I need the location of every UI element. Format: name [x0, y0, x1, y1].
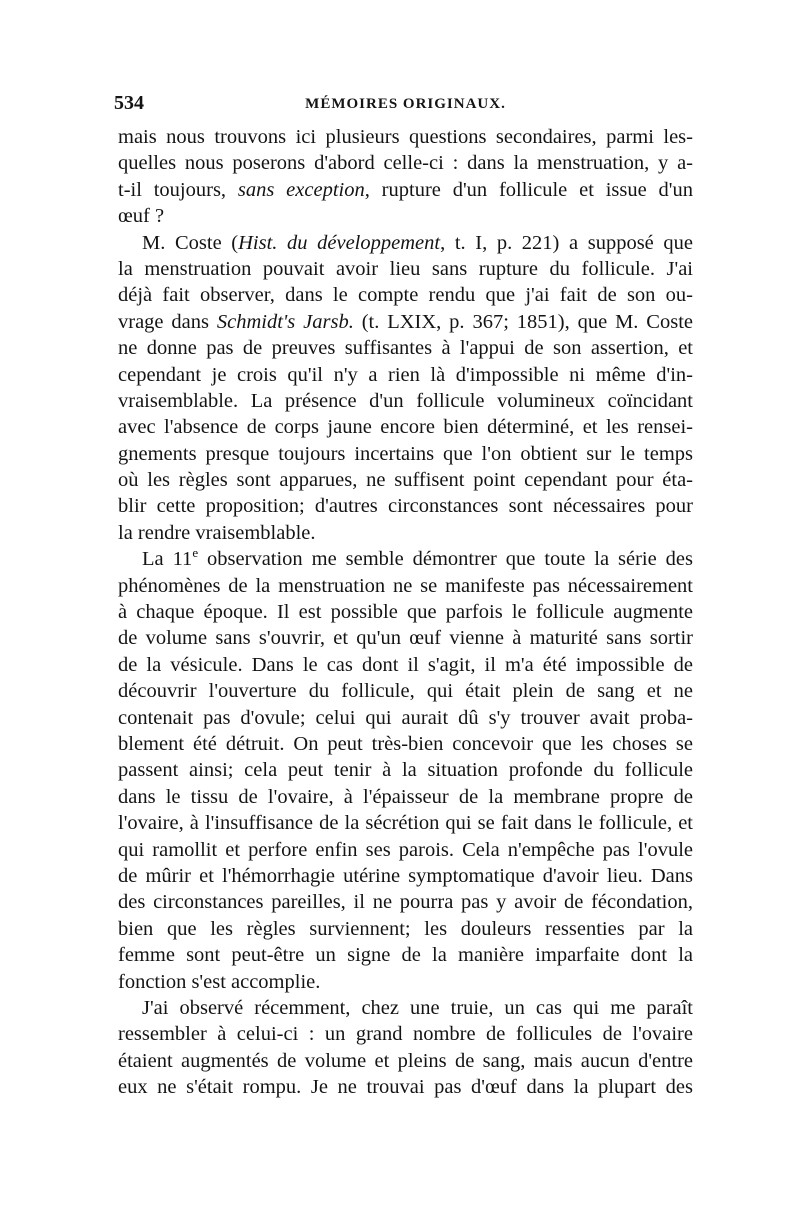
text-line: qui ramollit et perfore enfin ses parois. Cela n'empêche pas l'ovule — [118, 838, 693, 861]
text-line: œuf ? — [118, 205, 165, 228]
text-line: des circonstances pareilles, il ne pourra pas y avoir de fécondation, — [118, 891, 693, 914]
text-line: bien que les règles surviennent; les douleurs ressenties par la — [118, 917, 693, 940]
text-line: à chaque époque. Il est possible que parfois le follicule augmente — [118, 601, 693, 624]
page-number: 534 — [114, 92, 144, 114]
text-line: vraisemblable. La présence d'un follicule volumineux coïncidant — [118, 389, 693, 412]
text-line: découvrir l'ouverture du follicule, qui était plein de sang et ne — [118, 680, 693, 703]
text-line: étaient augmentés de volume et pleins de sang, mais aucun d'entre — [118, 1049, 693, 1072]
text-line: de la vésicule. Dans le cas dont il s'agit, il m'a été impossible de — [118, 653, 693, 676]
text-line: t-il toujours, sans exception, rupture d'un follicule et issue d'un — [118, 178, 693, 201]
text-line: femme sont peut-être un signe de la manière imparfaite dont la — [118, 944, 693, 967]
text-line: quelles nous poserons d'abord celle-ci : dans la menstruation, y a- — [118, 152, 693, 175]
text-line: cependant je crois qu'il n'y a rien là d'impossible ni même d'in- — [118, 363, 693, 386]
text-line: déjà fait observer, dans le compte rendu que j'ai fait de son ou- — [118, 284, 693, 307]
text-line: de mûrir et l'hémorrhagie utérine symptomatique d'avoir lieu. Dans — [118, 864, 693, 887]
text-line: ne donne pas de preuves suffisantes à l'appui de son assertion, et — [118, 337, 693, 360]
text-line: fonction s'est accomplie. — [118, 970, 321, 993]
page-header — [114, 92, 693, 124]
text-line: dans le tissu de l'ovaire, à l'épaisseur de la membrane propre de — [118, 785, 693, 808]
text-line: contenait pas d'ovule; celui qui aurait dû s'y trouver avait proba- — [118, 706, 693, 729]
text-line: avec l'absence de corps jaune encore bien déterminé, et les rensei- — [118, 416, 693, 439]
text-line: mais nous trouvons ici plusieurs questions secondaires, parmi les- — [118, 126, 693, 148]
text-line: blir cette proposition; d'autres circonstances sont nécessaires pour — [118, 495, 693, 518]
text-line: eux ne s'était rompu. Je ne trouvai pas d'œuf dans la plupart des — [118, 1076, 693, 1099]
body-text — [118, 124, 693, 1100]
text-line: où les règles sont apparues, ne suffisent point cependant pour éta- — [118, 469, 693, 492]
text-line: la menstruation pouvait avoir lieu sans rupture du follicule. J'ai — [118, 257, 693, 280]
text-line: J'ai observé récemment, chez une truie, un cas qui me paraît — [142, 996, 693, 1019]
text-line: M. Coste (Hist. du développement, t. I, p. 221) a supposé que — [142, 231, 693, 254]
text-line: La 11e observation me semble démontrer que toute la série des — [142, 546, 693, 571]
text-line: blement été détruit. On peut très-bien concevoir que les choses se — [118, 732, 693, 755]
text-line: la rendre vraisemblable. — [118, 521, 316, 544]
running-title: MÉMOIRES ORIGINAUX. — [305, 96, 506, 112]
text-line: gnements presque toujours incertains que l'on obtient sur le temps — [118, 442, 693, 465]
text-line: de volume sans s'ouvrir, et qu'un œuf vienne à maturité sans sortir — [118, 627, 693, 650]
text-line: passent ainsi; cela peut tenir à la situation profonde du follicule — [118, 759, 693, 782]
book-page — [114, 92, 693, 1100]
text-line: ressembler à celui-ci : un grand nombre de follicules de l'ovaire — [118, 1023, 693, 1046]
text-line: phénomènes de la menstruation ne se manifeste pas nécessairement — [118, 574, 693, 597]
text-line: l'ovaire, à l'insuffisance de la sécrétion qui se fait dans le follicule, et — [118, 812, 693, 835]
text-line: vrage dans Schmidt's Jarsb. (t. LXIX, p. 367; 1851), que M. Coste — [118, 310, 693, 333]
